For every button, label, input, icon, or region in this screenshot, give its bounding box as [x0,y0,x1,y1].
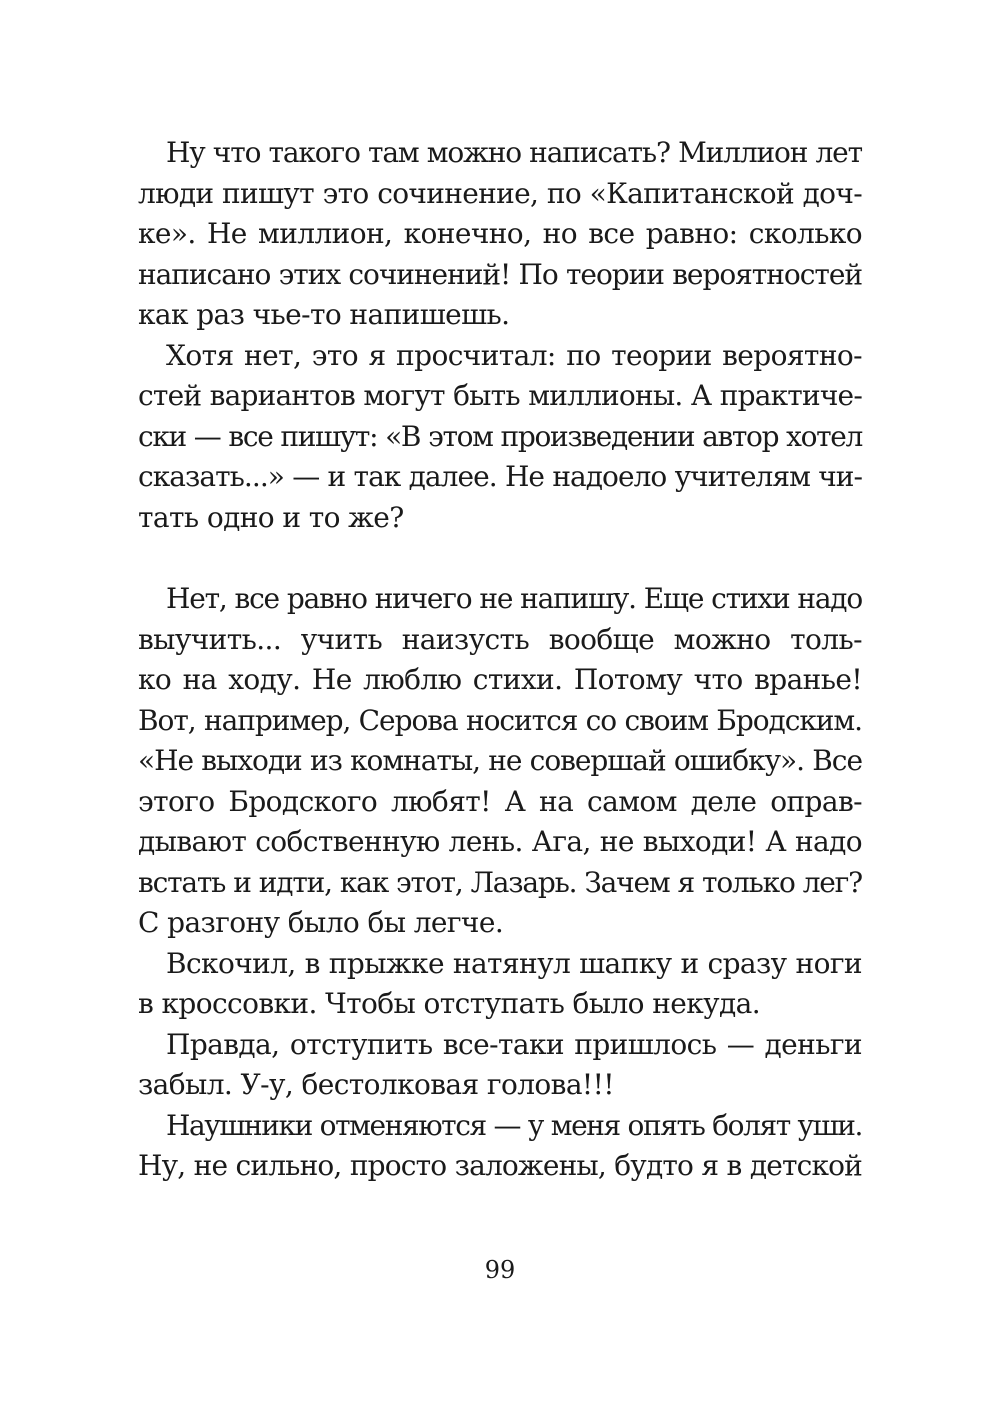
text-line: дывают собственную лень. Ага, не выходи! А надо [138,825,862,858]
text-line: выучить... учить наизусть вообще можно толь- [138,622,862,656]
text-line: стей вариантов могут быть миллионы. А практиче- [138,379,862,412]
text-line: сказать...» — и так далее. Не надоело учителям чи- [138,460,862,493]
text-line: забыл. У-у, бестолковая голова!!! [138,1068,614,1101]
text-line: С разгону было бы легче. [138,906,504,939]
text-line: ко на ходу. Не люблю стихи. Потому что вранье! [138,663,862,696]
text-line: «Не выходи из комнаты, не совершай ошибку». Все [138,744,862,777]
text-line: Ну, не сильно, просто заложены, будто я в детской [138,1149,862,1182]
paragraph [138,944,862,1025]
text-line: Правда, отступить все-таки пришлось — деньги [166,1027,862,1061]
text-line: Ну что такого там можно написать? Миллион лет [166,136,862,169]
text-line: как раз чье-то напишешь. [138,298,510,331]
page-number: 99 [484,1256,516,1284]
section-break [138,538,862,579]
text-line: тать одно и то же? [138,500,404,534]
text-line: Наушники отменяются — у меня опять болят уши. [166,1108,862,1142]
paragraph [138,1106,862,1187]
text-line: этого Бродского любят! А на самом деле оправ- [138,784,862,818]
paragraph [138,579,862,944]
text-line: ски — все пишут: «В этом произведении автор хотел [138,419,862,453]
text-line: Хотя нет, это я просчитал: по теории вероятно- [166,338,862,372]
text-line: в кроссовки. Чтобы отступать было некуда. [138,987,761,1020]
text-line: люди пишут это сочинение, по «Капитанской доч- [138,176,862,210]
text-line: встать и идти, как этот, Лазарь. Зачем я только лег? [138,865,862,899]
text-line: Вскочил, в прыжке натянул шапку и сразу ноги [166,946,862,980]
text-line: Вот, например, Серова носится со своим Бродским. [138,703,862,737]
page-text [138,133,862,1187]
text-line: написано этих сочинений! По теории вероятностей [138,257,862,291]
text-line: ке». Не миллион, конечно, но все равно: сколько [138,217,862,250]
paragraph [138,336,862,539]
paragraph [138,133,862,336]
paragraph [138,1025,862,1106]
text-line: Нет, все равно ничего не напишу. Еще стихи надо [166,582,862,615]
